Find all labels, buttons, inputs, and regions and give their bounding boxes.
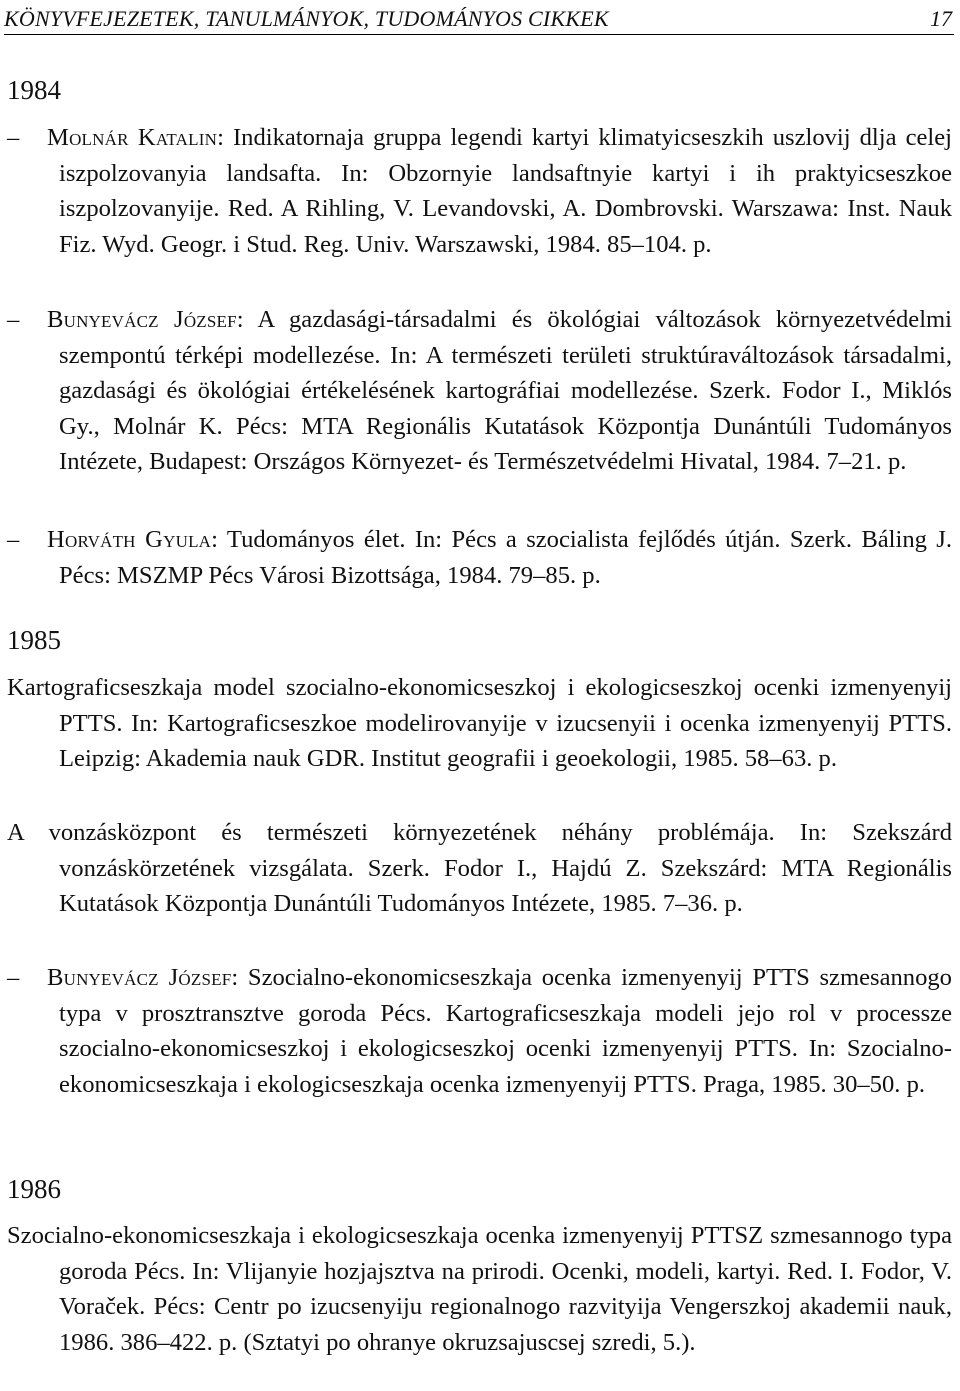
entry-author: Bunyevácz József: [47, 306, 237, 333]
bibliography-entry: [7, 522, 952, 593]
entry-dash: –: [7, 124, 20, 151]
running-header-title: KÖNYVFEJEZETEK, TANULMÁNYOK, TUDOMÁNYOS CIKKEK: [4, 6, 609, 31]
page-number: 17: [930, 6, 952, 31]
entry-author: Horváth Gyula: [47, 526, 212, 553]
year-heading-1985: 1985: [7, 625, 61, 655]
bibliography-entry: [7, 120, 952, 262]
bibliography-entry: [7, 670, 952, 777]
entry-dash: –: [7, 306, 20, 333]
entry-dash: –: [7, 526, 20, 553]
bibliography-entry: [7, 302, 952, 480]
entry-text: Szocialno-ekonomicseszkaja i ekologicseszkaja ocenka izmenyenyij PTTSZ szmesannogo typa goroda Pécs. In: Vlijanyie hozjajsztva na prirodi. Ocenki, modeli, kartyi. Red. I. Fodor, V. Voraček. Pécs: Centr po izucsenyiju regionalnogo razvityija Vengerszkoj akademii nauk, 1986. 386–422. p. (Sztatyi po ohranye okruzsajuscsej szredi, 5.).: [7, 1222, 952, 1356]
bibliography-entry: [7, 815, 952, 922]
entry-author: Bunyevácz József: [47, 964, 232, 991]
bibliography-entry: [7, 1218, 952, 1360]
entry-text: A vonzásközpont és természeti környezetének néhány problémája. In: Szekszárd vonzáskörzetének vizsgálata. Szerk. Fodor I., Hajdú Z. Szekszárd: MTA Regionális Kutatások Központja Dunántúli Tudományos Intézete, 1985. 7–36. p.: [7, 819, 952, 918]
entry-text: Kartograficseszkaja model szocialno-ekonomicseszkoj i ekologicseszkoj ocenki izmenyenyij PTTS. In: Kartograficseszkoe modelirovanyije v izucsenyii i ocenka izmenyenyij PTTS. Leipzig: Akademia nauk GDR. Institut geografii i geoekologii, 1985. 58–63. p.: [7, 674, 952, 773]
entry-text: : A gazdasági-társadalmi és ökológiai változások környezetvédelmi szempontú térképi modellezése. In: A természeti területi struktúraváltozások társadalmi, gazdasági és ökológiai értékelésének kartográfiai modellezése. Szerk. Fodor I., Miklós Gy., Molnár K. Pécs: MTA Regionális Kutatások Központja Dunántúli Tudományos Intézete, Budapest: Országos Környezet- és Természetvédelmi Hivatal, 1984. 7–21. p.: [59, 306, 952, 476]
entry-dash: –: [7, 964, 20, 991]
bibliography-entry: [7, 960, 952, 1102]
entry-text: : Indikatornaja gruppa legendi kartyi klimatyicseszkih uszlovij dlja celej iszpolzovanyia landsafta. In: Obzornyie landsaftnyie kartyi i ih praktyicseszkoe iszpolzovanyije. Red. A Rihling, V. Levandovski, A. Dombrovski. Warszawa: Inst. Nauk Fiz. Wyd. Geogr. i Stud. Reg. Univ. Warszawski, 1984. 85–104. p.: [59, 124, 952, 258]
year-heading-1984: 1984: [7, 75, 61, 105]
running-header: [4, 4, 954, 35]
entry-text: : Szocialno-ekonomicseszkaja ocenka izmenyenyij PTTS szmesannogo typa v prosztransztve goroda Pécs. Kartograficseszkaja modeli jejo rol v processze szocialno-ekonomicseszkoj i ekologicseszkoj ocenki izmenyenyij PTTS. In: Szocialno-ekonomicseszkaja i ekologicseszkaja ocenka izmenyenyij PTTS. Praga, 1985. 30–50. p.: [59, 964, 952, 1098]
entry-author: Molnár Katalin: [47, 124, 218, 151]
year-heading-1986: 1986: [7, 1174, 61, 1204]
entry-text: : Tudományos élet. In: Pécs a szocialista fejlődés útján. Szerk. Báling J. Pécs: MSZMP Pécs Városi Bizottsága, 1984. 79–85. p.: [59, 526, 952, 589]
